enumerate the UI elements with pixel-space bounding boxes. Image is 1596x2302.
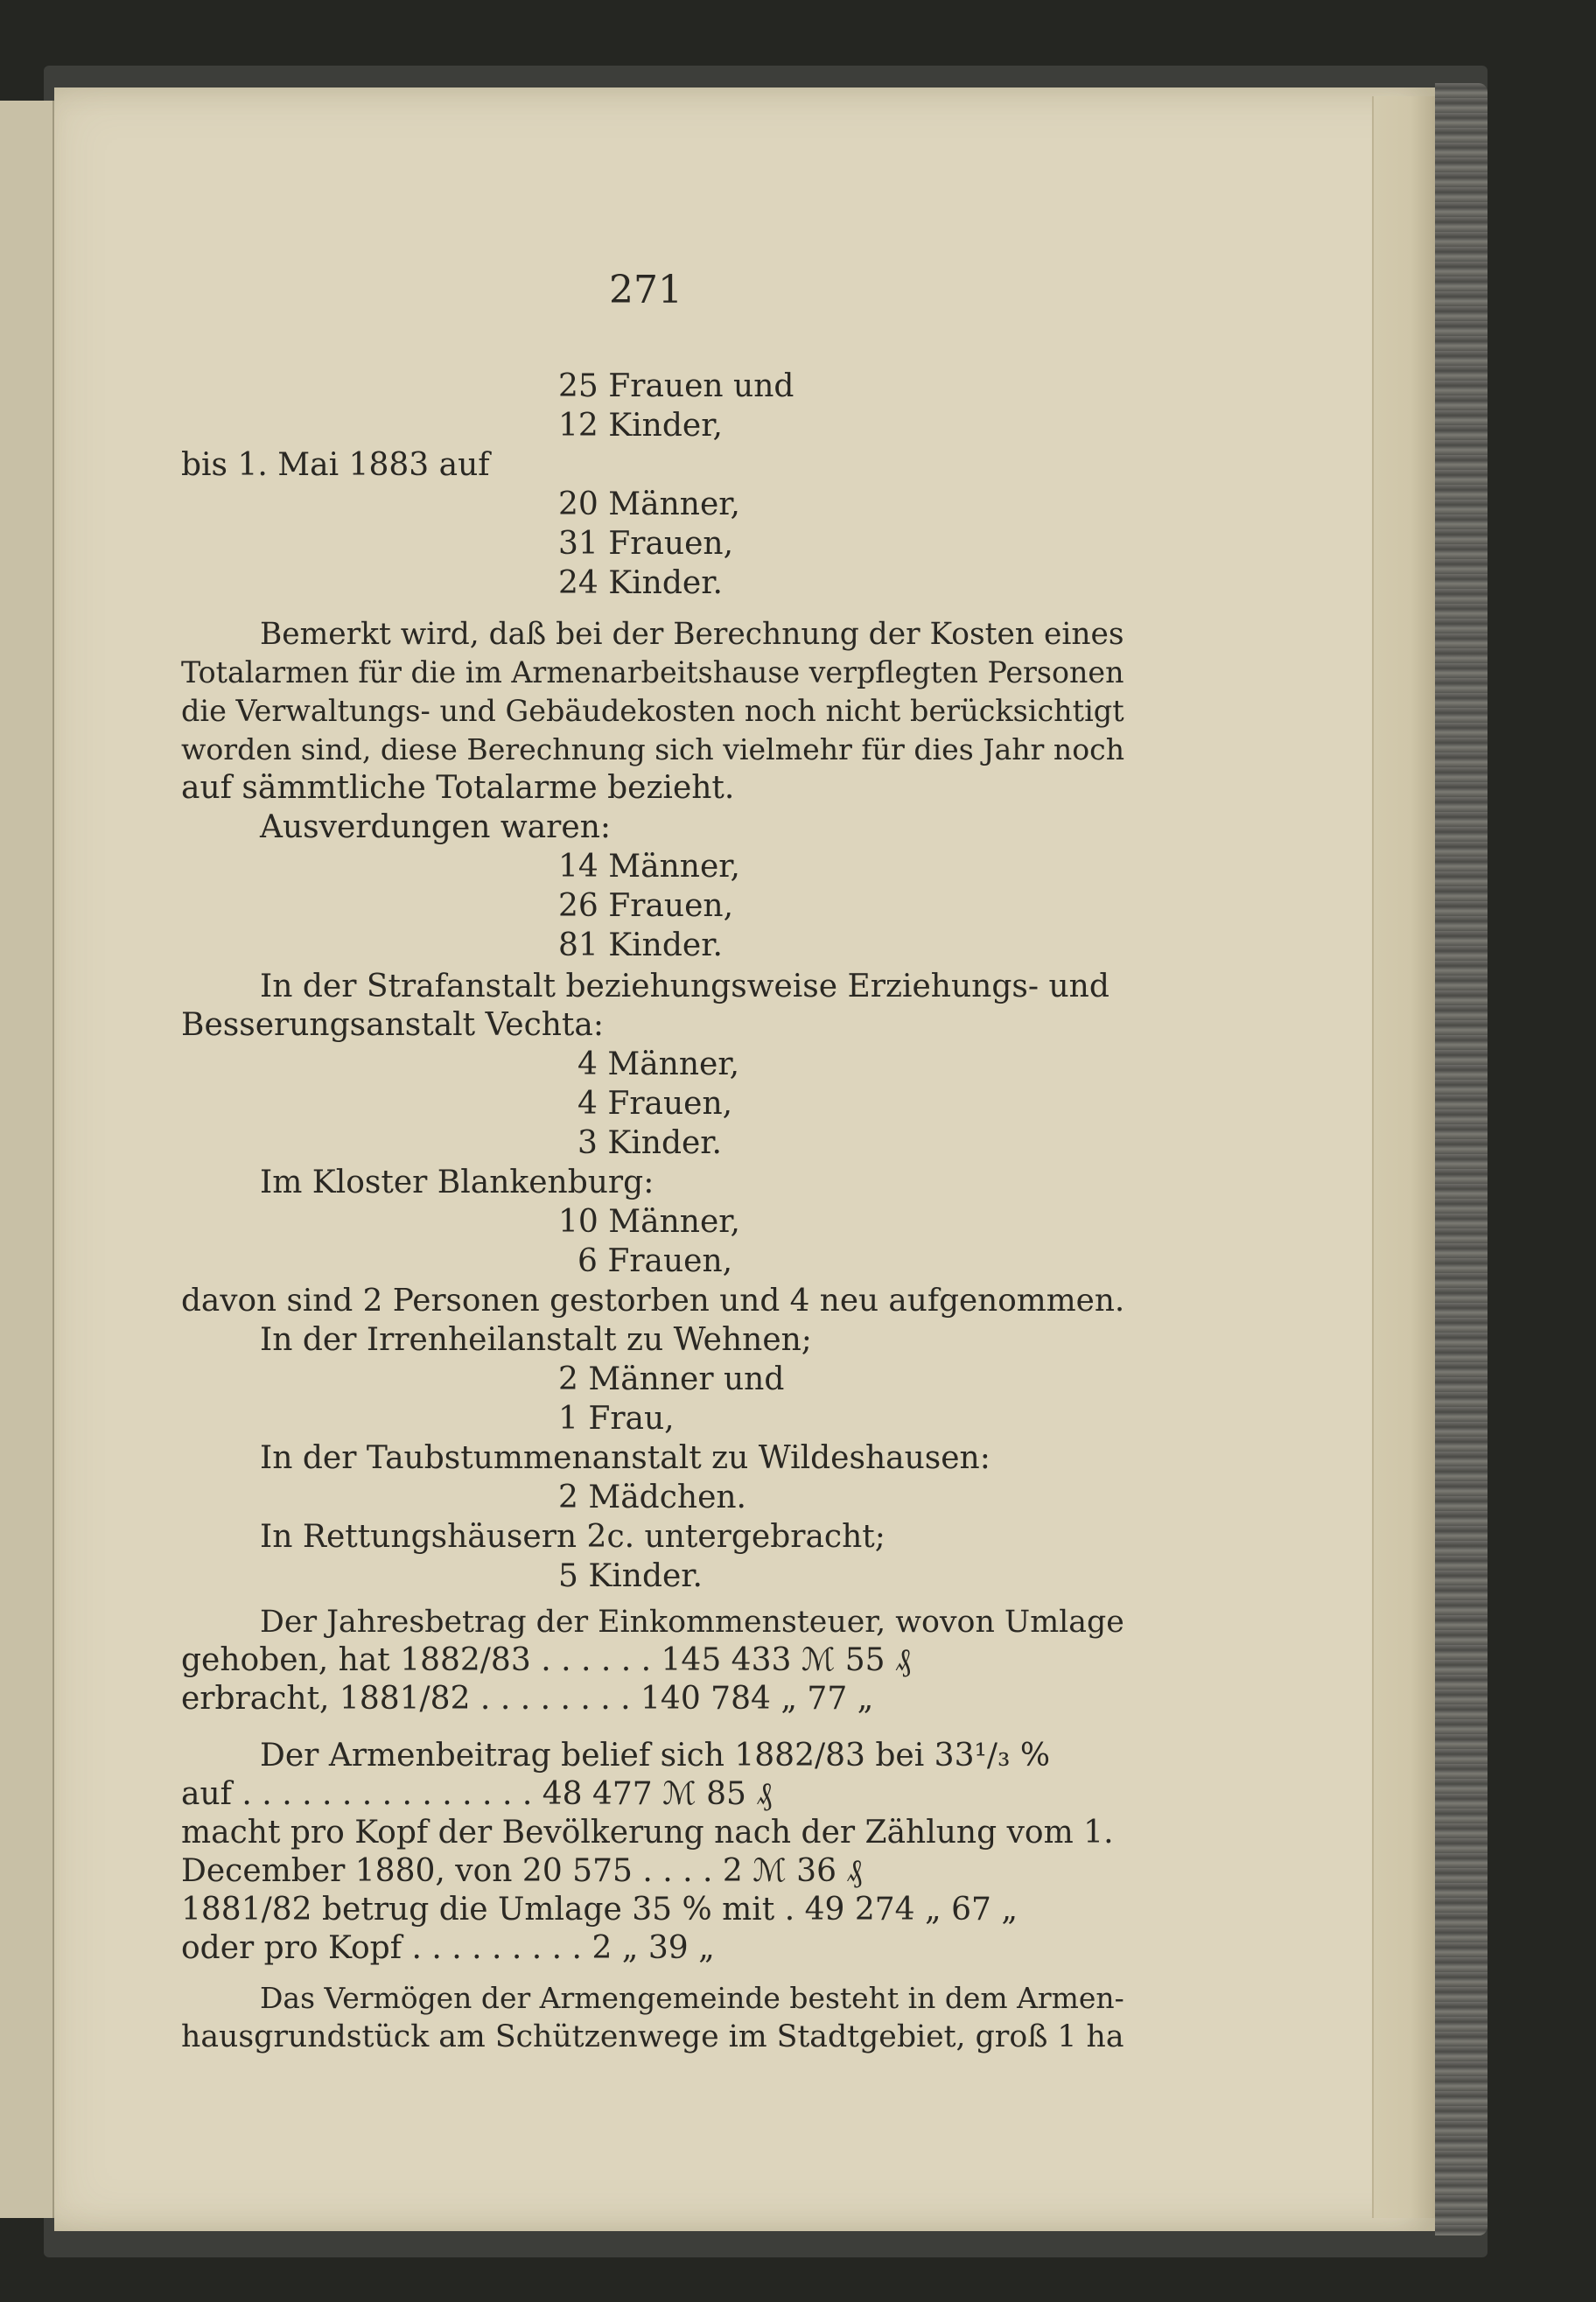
paragraph-line: auf sämmtliche Totalarme bezieht. <box>181 770 735 806</box>
ledger-line: oder pro Kopf . . . . . . . . . 2 „ 39 „ <box>181 1930 715 1966</box>
page-number: 271 <box>609 268 682 312</box>
cover-edge <box>1435 83 1488 2236</box>
ledger-line: erbracht, 1881/82 . . . . . . . . 140 784 „ 77 „ <box>181 1681 874 1717</box>
text-line: 14 Männer, <box>558 849 740 885</box>
text-line: 81 Kinder. <box>558 927 723 963</box>
page-stack-edge <box>1372 96 1435 2218</box>
paragraph-line: die Verwaltungs- und Gebäudekosten noch nicht berücksichtigt <box>181 694 1124 728</box>
text-line: 20 Männer, <box>558 486 740 522</box>
text-line: 12 Kinder, <box>558 408 723 444</box>
text-line: 1 Frau, <box>558 1401 675 1437</box>
paragraph-line: In der Strafanstalt beziehungsweise Erziehungs- und <box>260 969 1110 1004</box>
ledger-line: auf . . . . . . . . . . . . . . . 48 477 ℳ 85 ₰ <box>181 1776 773 1812</box>
text-line: 31 Frauen, <box>558 526 734 562</box>
text-line: davon sind 2 Personen gestorben und 4 neu aufgenommen. <box>181 1283 1125 1319</box>
text-line: 2 Männer und <box>558 1361 785 1397</box>
paragraph-line: Der Armenbeitrag belief sich 1882/83 bei 33¹/₃ % <box>260 1738 1051 1774</box>
paragraph-line: worden sind, diese Berechnung sich vielmehr für dies Jahr noch <box>181 732 1125 766</box>
left-page-edge <box>0 101 54 2218</box>
text-line: 6 Frauen, <box>578 1243 733 1279</box>
text-line: 26 Frauen, <box>558 888 734 924</box>
text-line: 2 Mädchen. <box>558 1480 746 1515</box>
ledger-line: gehoben, hat 1882/83 . . . . . . 145 433 ℳ 55 ₰ <box>181 1642 912 1678</box>
paragraph-line: Totalarmen für die im Armenarbeitshause verpflegten Personen <box>181 655 1124 689</box>
paragraph-line: macht pro Kopf der Bevölkerung nach der Zählung vom 1. <box>181 1815 1114 1851</box>
text-line: 4 Frauen, <box>578 1086 733 1122</box>
paragraph-line: Besserungsanstalt Vechta: <box>181 1007 604 1043</box>
paragraph-line: Bemerkt wird, daß bei der Berechnung der Kosten eines <box>260 617 1124 652</box>
ledger-line: 1881/82 betrug die Umlage 35 % mit . 49 274 „ 67 „ <box>181 1892 1018 1928</box>
paragraph-line: Das Vermögen der Armengemeinde besteht in dem Armen- <box>260 1981 1124 2015</box>
text-line: 3 Kinder. <box>578 1125 722 1161</box>
text-line: bis 1. Mai 1883 auf <box>181 447 490 483</box>
paragraph-line: hausgrundstück am Schützenwege im Stadtgebiet, groß 1 ha <box>181 2019 1124 2054</box>
text-line: In Rettungshäusern 2c. untergebracht; <box>260 1519 886 1555</box>
text-line: 10 Männer, <box>558 1204 740 1240</box>
text-line: 25 Frauen und <box>558 368 794 404</box>
text-line: In der Irrenheilanstalt zu Wehnen; <box>260 1322 812 1358</box>
text-line: 24 Kinder. <box>558 565 723 601</box>
text-line: 4 Männer, <box>578 1046 740 1082</box>
ledger-line: December 1880, von 20 575 . . . . 2 ℳ 36 ₰ <box>181 1853 863 1889</box>
text-line: 5 Kinder. <box>558 1558 703 1594</box>
text-line: Ausverdungen waren: <box>260 809 612 845</box>
paragraph-line: Der Jahresbetrag der Einkommensteuer, wovon Umlage <box>260 1605 1124 1640</box>
text-line: Im Kloster Blankenburg: <box>260 1165 654 1200</box>
text-line: In der Taubstummenanstalt zu Wildeshausen: <box>260 1440 990 1476</box>
